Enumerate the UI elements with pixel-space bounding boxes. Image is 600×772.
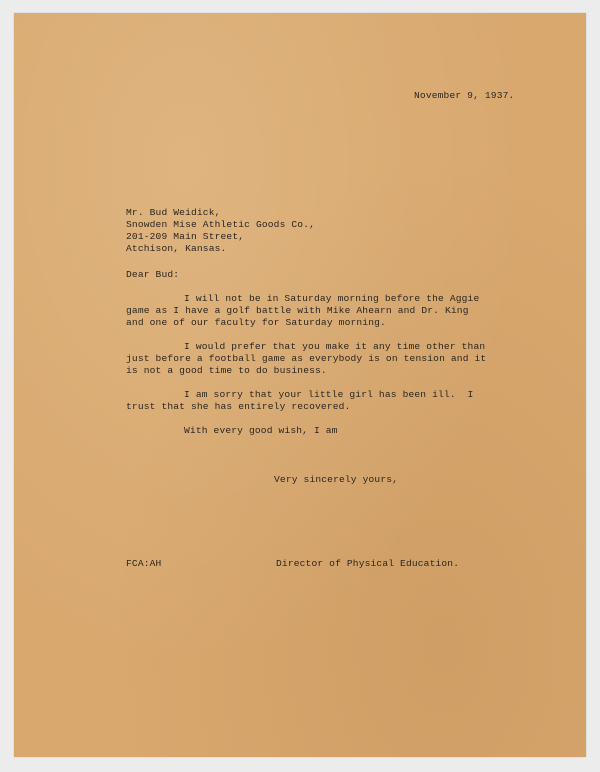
letter-page — [14, 13, 586, 757]
paragraph-3-line-1: I am sorry that your little girl has been ill. I — [184, 389, 474, 400]
paragraph-2-line-3: is not a good time to do business. — [126, 365, 327, 376]
letter-date: November 9, 1937. — [414, 90, 515, 101]
salutation: Dear Bud: — [126, 269, 180, 280]
paragraph-2-line-2: just before a football game as everybody is on tension and it — [126, 353, 487, 364]
valediction: Very sincerely yours, — [274, 474, 399, 485]
recipient-city: Atchison, Kansas. — [126, 243, 227, 254]
recipient-name: Mr. Bud Weidick, — [126, 207, 221, 218]
closing-line: With every good wish, I am — [184, 425, 338, 436]
paragraph-2-line-1: I would prefer that you make it any time other than — [184, 341, 486, 352]
typist-initials: FCA:AH — [126, 558, 162, 569]
paragraph-3-line-2: trust that she has entirely recovered. — [126, 401, 351, 412]
recipient-street: 201-209 Main Street, — [126, 231, 245, 242]
paragraph-1-line-1: I will not be in Saturday morning before the Aggie — [184, 293, 480, 304]
letter-body — [14, 13, 586, 757]
paragraph-1-line-2: game as I have a golf battle with Mike Ahearn and Dr. King — [126, 305, 469, 316]
signer-title: Director of Physical Education. — [276, 558, 460, 569]
recipient-company: Snowden Mise Athletic Goods Co., — [126, 219, 316, 230]
paragraph-1-line-3: and one of our faculty for Saturday morning. — [126, 317, 386, 328]
